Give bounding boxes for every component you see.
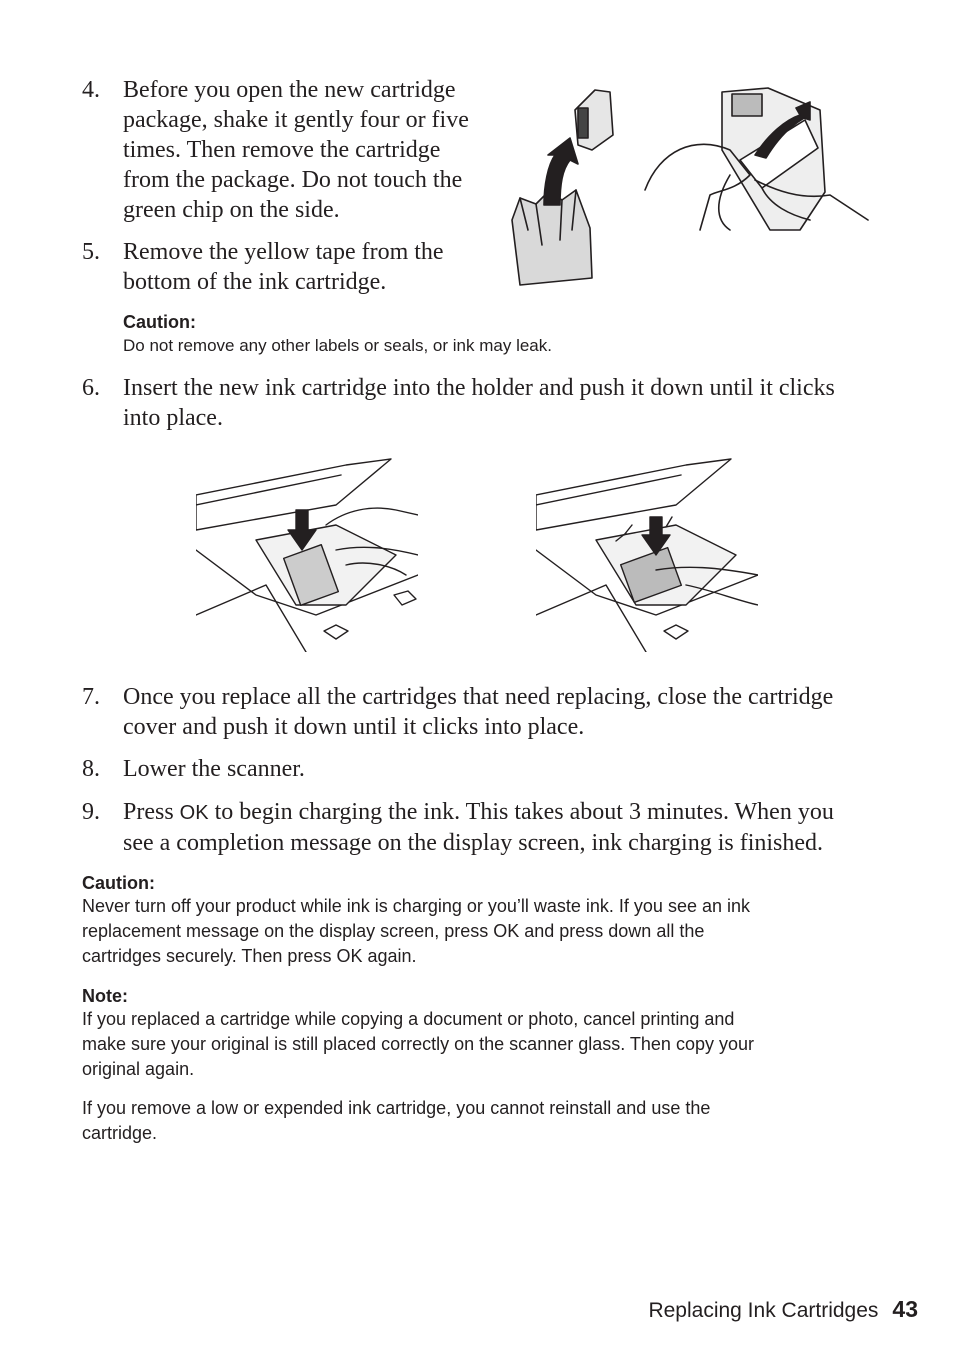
step-number: 5. [82, 239, 100, 265]
figure-cartridge-unpack [500, 80, 875, 295]
figure-insert-cartridge-1 [196, 455, 418, 652]
step-text [123, 75, 469, 225]
text-fragment: replacement message on the display screen, press [82, 921, 494, 941]
text-line: times. Then remove the cartridge [123, 137, 441, 163]
step-number: 8. [82, 756, 100, 782]
page-number: 43 [892, 1296, 918, 1322]
step-number: 7. [82, 684, 100, 710]
step-9 [82, 797, 882, 857]
text-line: bottom of the ink cartridge. [123, 269, 387, 295]
step-text [123, 682, 833, 742]
step-5 [82, 237, 482, 297]
text-fragment: and press down all the [519, 921, 705, 941]
footer-section-title: Replacing Ink Cartridges [648, 1299, 879, 1322]
step-number: 6. [82, 375, 100, 401]
text-line [82, 919, 882, 944]
step-8 [82, 754, 882, 784]
text-line: from the package. Do not touch the [123, 167, 463, 193]
note-heading: Note: [82, 986, 128, 1006]
note-body [82, 1007, 882, 1082]
step-text [123, 797, 834, 858]
text-line: Remove the yellow tape from the [123, 239, 444, 265]
text-line: Once you replace all the cartridges that need replacing, close the cartridge [123, 684, 834, 710]
figure-insert-cartridge-2 [536, 455, 758, 652]
step-6 [82, 373, 882, 433]
caution-body [82, 894, 882, 969]
text-line: cartridge. [82, 1123, 158, 1143]
text-line: Before you open the new cartridge [123, 77, 456, 103]
text-fragment: cartridges securely. Then press [82, 946, 337, 966]
text-line: If you replaced a cartridge while copying a document or photo, cancel printing and [82, 1009, 735, 1029]
text-line: see a completion message on the display screen, ink charging is finished. [123, 830, 824, 856]
step-text [123, 237, 444, 297]
step-text [123, 754, 305, 784]
caution-note-1 [123, 311, 823, 359]
step-7 [82, 682, 882, 742]
text-line: green chip on the side. [123, 197, 340, 223]
text-line [123, 797, 834, 828]
ok-button-label: OK [179, 802, 209, 824]
caution-body: Do not remove any other labels or seals, or ink may leak. [123, 336, 552, 355]
page-footer [648, 1296, 918, 1323]
text-fragment: to begin charging the ink. This takes about 3 minutes. When you [208, 799, 834, 825]
text-fragment: again. [362, 946, 417, 966]
text-line: package, shake it gently four or five [123, 107, 469, 133]
text-line: If you remove a low or expended ink cartridge, you cannot reinstall and use the [82, 1098, 711, 1118]
text-line: make sure your original is still placed correctly on the scanner glass. Then copy your [82, 1034, 754, 1054]
step-text [123, 373, 835, 433]
note-extra [82, 1096, 882, 1146]
caution-heading: Caution: [82, 873, 155, 893]
text-line: Insert the new ink cartridge into the holder and push it down until it clicks [123, 375, 835, 401]
text-line: cover and push it down until it clicks into place. [123, 714, 585, 740]
text-line: Lower the scanner. [123, 756, 305, 782]
note-block [82, 985, 882, 1146]
step-number: 4. [82, 77, 100, 103]
text-line: Never turn off your product while ink is charging or you’ll waste ink. If you see an ink [82, 896, 750, 916]
text-line: original again. [82, 1059, 195, 1079]
caution-note-2 [82, 872, 882, 969]
caution-heading: Caution: [123, 312, 196, 332]
ok-button-label: OK [336, 946, 363, 966]
ok-button-label: OK [493, 921, 520, 941]
text-fragment: Press [123, 799, 180, 825]
text-line: into place. [123, 405, 223, 431]
step-4 [82, 75, 482, 225]
text-line [82, 944, 882, 969]
step-number: 9. [82, 799, 100, 825]
